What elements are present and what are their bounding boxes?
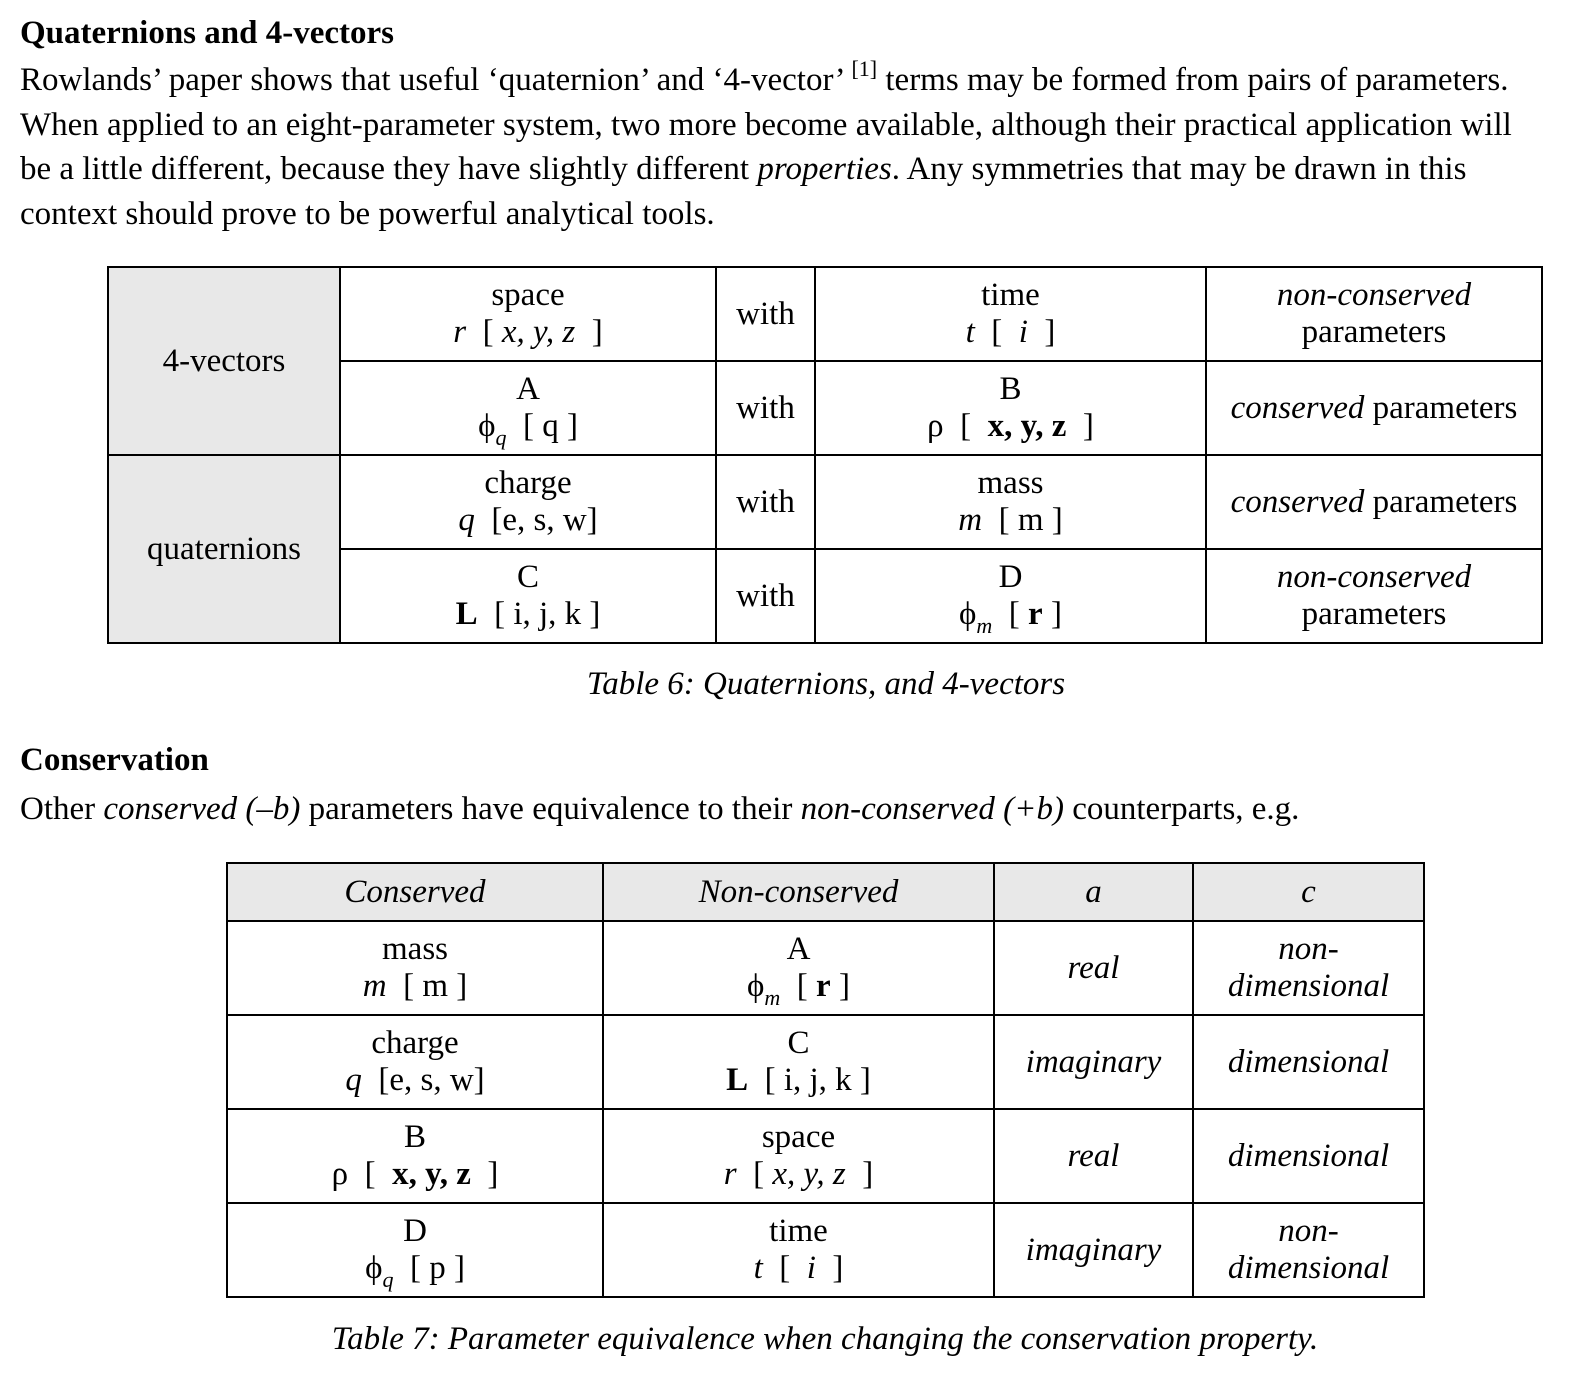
param-name: space (491, 277, 565, 313)
header-conserved: Conserved (227, 863, 603, 921)
cell-conserved (227, 921, 603, 1015)
header-a: a (994, 863, 1193, 921)
table-header-row (227, 863, 1424, 921)
cell-a: real (994, 1109, 1193, 1203)
param-name: time (769, 1213, 828, 1249)
p2-text-b: parameters have equivalence to their (300, 791, 801, 827)
cell-a: imaginary (994, 1015, 1193, 1109)
with-label: with (716, 549, 815, 643)
param-name: B (403, 1119, 426, 1155)
section-heading-conservation: Conservation (20, 742, 209, 778)
property-cell (1206, 267, 1542, 361)
property-cell: conserved parameters (1206, 455, 1542, 549)
group-quaternions: quaternions (108, 455, 340, 643)
cell-conserved (227, 1203, 603, 1297)
param-symbol: L [ i, j, k ] (726, 1062, 871, 1098)
p2-text-c: counterparts, e.g. (1063, 791, 1300, 827)
cell-non-conserved (603, 1203, 994, 1297)
cell-B (815, 361, 1206, 455)
intro-paragraph (20, 58, 1550, 236)
cell-c: dimensional (1193, 1109, 1424, 1203)
param-symbol: ρ [ x, y, z ] (927, 408, 1094, 444)
param-symbol: m [ m ] (958, 502, 1063, 538)
param-name: B (999, 371, 1022, 407)
table-row (227, 921, 1424, 1015)
param-symbol: $\phi_m$ [ r ] (959, 596, 1062, 638)
cell-non-conserved (603, 1015, 994, 1109)
with-label: with (716, 361, 815, 455)
param-name: time (981, 277, 1040, 313)
param-symbol: ρ [ x, y, z ] (331, 1156, 499, 1192)
param-name: charge (484, 465, 572, 501)
para-emphasis: properties (757, 151, 892, 187)
param-symbol: q [e, s, w] (345, 1062, 485, 1098)
p2-text-a: Other (20, 791, 104, 827)
param-symbol: t [ i ] (753, 1250, 844, 1286)
param-name: mass (382, 931, 448, 967)
cell-non-conserved (603, 1109, 994, 1203)
header-c: c (1193, 863, 1424, 921)
param-symbol: $\phi_m$ [ r ] (747, 968, 850, 1010)
param-name: C (516, 559, 539, 595)
cell-A (340, 361, 716, 455)
cell-c: dimensional (1193, 1015, 1424, 1109)
para-text-a: Rowlands’ paper shows that useful ‘quaternion’ and ‘4-vector’ (20, 62, 852, 98)
property-em: non-conserved (1276, 277, 1472, 313)
table6-caption: Table 6: Quaternions, and 4-vectors (586, 666, 1066, 702)
cell-c: non- dimensional (1193, 1203, 1424, 1297)
with-label: with (716, 455, 815, 549)
cell-a: real (994, 921, 1193, 1015)
cell-space (340, 267, 716, 361)
param-name: C (787, 1025, 810, 1061)
param-symbol: L [ i, j, k ] (455, 596, 601, 632)
table-row (108, 455, 1542, 549)
citation-ref[interactable]: [1] (851, 56, 878, 81)
property-cell: conserved parameters (1206, 361, 1542, 455)
cell-C (340, 549, 716, 643)
para-text-b: terms may be formed from pairs of parameters. When applied to an eight-parameter system, two more become available, although their practical application will be a little different, because they have slightly different (20, 62, 1512, 187)
param-symbol: $\phi_q$ [ q ] (478, 408, 578, 450)
table-row (227, 1109, 1424, 1203)
p2-emphasis-1: conserved (–b) (103, 791, 301, 827)
param-name: A (516, 371, 540, 407)
param-name: space (761, 1119, 836, 1155)
conservation-paragraph (20, 787, 1550, 831)
table7-caption: Table 7: Parameter equivalence when changing the conservation property. (331, 1321, 1319, 1357)
table-row (108, 267, 1542, 361)
p2-emphasis-2: non-conserved (+b) (800, 791, 1064, 827)
param-symbol: $\phi_q$ [ p ] (365, 1250, 465, 1292)
param-name: D (998, 559, 1023, 595)
param-symbol: t [ i ] (965, 314, 1056, 350)
cell-conserved (227, 1015, 603, 1109)
param-name: A (786, 931, 811, 967)
cell-time (815, 267, 1206, 361)
para-text-c: . Any symmetries that may be drawn in this context should prove to be powerful analytical tools. (20, 151, 1467, 232)
param-symbol: r [ x, y, z ] (723, 1156, 874, 1192)
param-symbol: q [e, s, w] (458, 502, 598, 538)
param-name: mass (977, 465, 1044, 501)
param-symbol: m [ m ] (362, 968, 468, 1004)
cell-D (815, 549, 1206, 643)
table-row (227, 1015, 1424, 1109)
cell-conserved (227, 1109, 603, 1203)
cell-c: non- dimensional (1193, 921, 1424, 1015)
param-name: D (403, 1213, 427, 1249)
cell-charge (340, 455, 716, 549)
cell-a: imaginary (994, 1203, 1193, 1297)
cell-non-conserved (603, 921, 994, 1015)
property-text: parameters (1301, 596, 1447, 632)
property-text: parameters (1301, 314, 1447, 350)
section-heading-quaternions: Quaternions and 4-vectors (20, 15, 394, 51)
cell-mass (815, 455, 1206, 549)
property-cell (1206, 549, 1542, 643)
param-name: charge (371, 1025, 459, 1061)
table-quaternions-4vectors (107, 266, 1543, 644)
header-non-conserved: Non-conserved (603, 863, 994, 921)
with-label: with (716, 267, 815, 361)
table-row (227, 1203, 1424, 1297)
property-em: non-conserved (1276, 559, 1472, 595)
group-4-vectors: 4-vectors (108, 267, 340, 455)
param-symbol: r [ x, y, z ] (453, 314, 603, 350)
table-parameter-equivalence (226, 862, 1425, 1298)
